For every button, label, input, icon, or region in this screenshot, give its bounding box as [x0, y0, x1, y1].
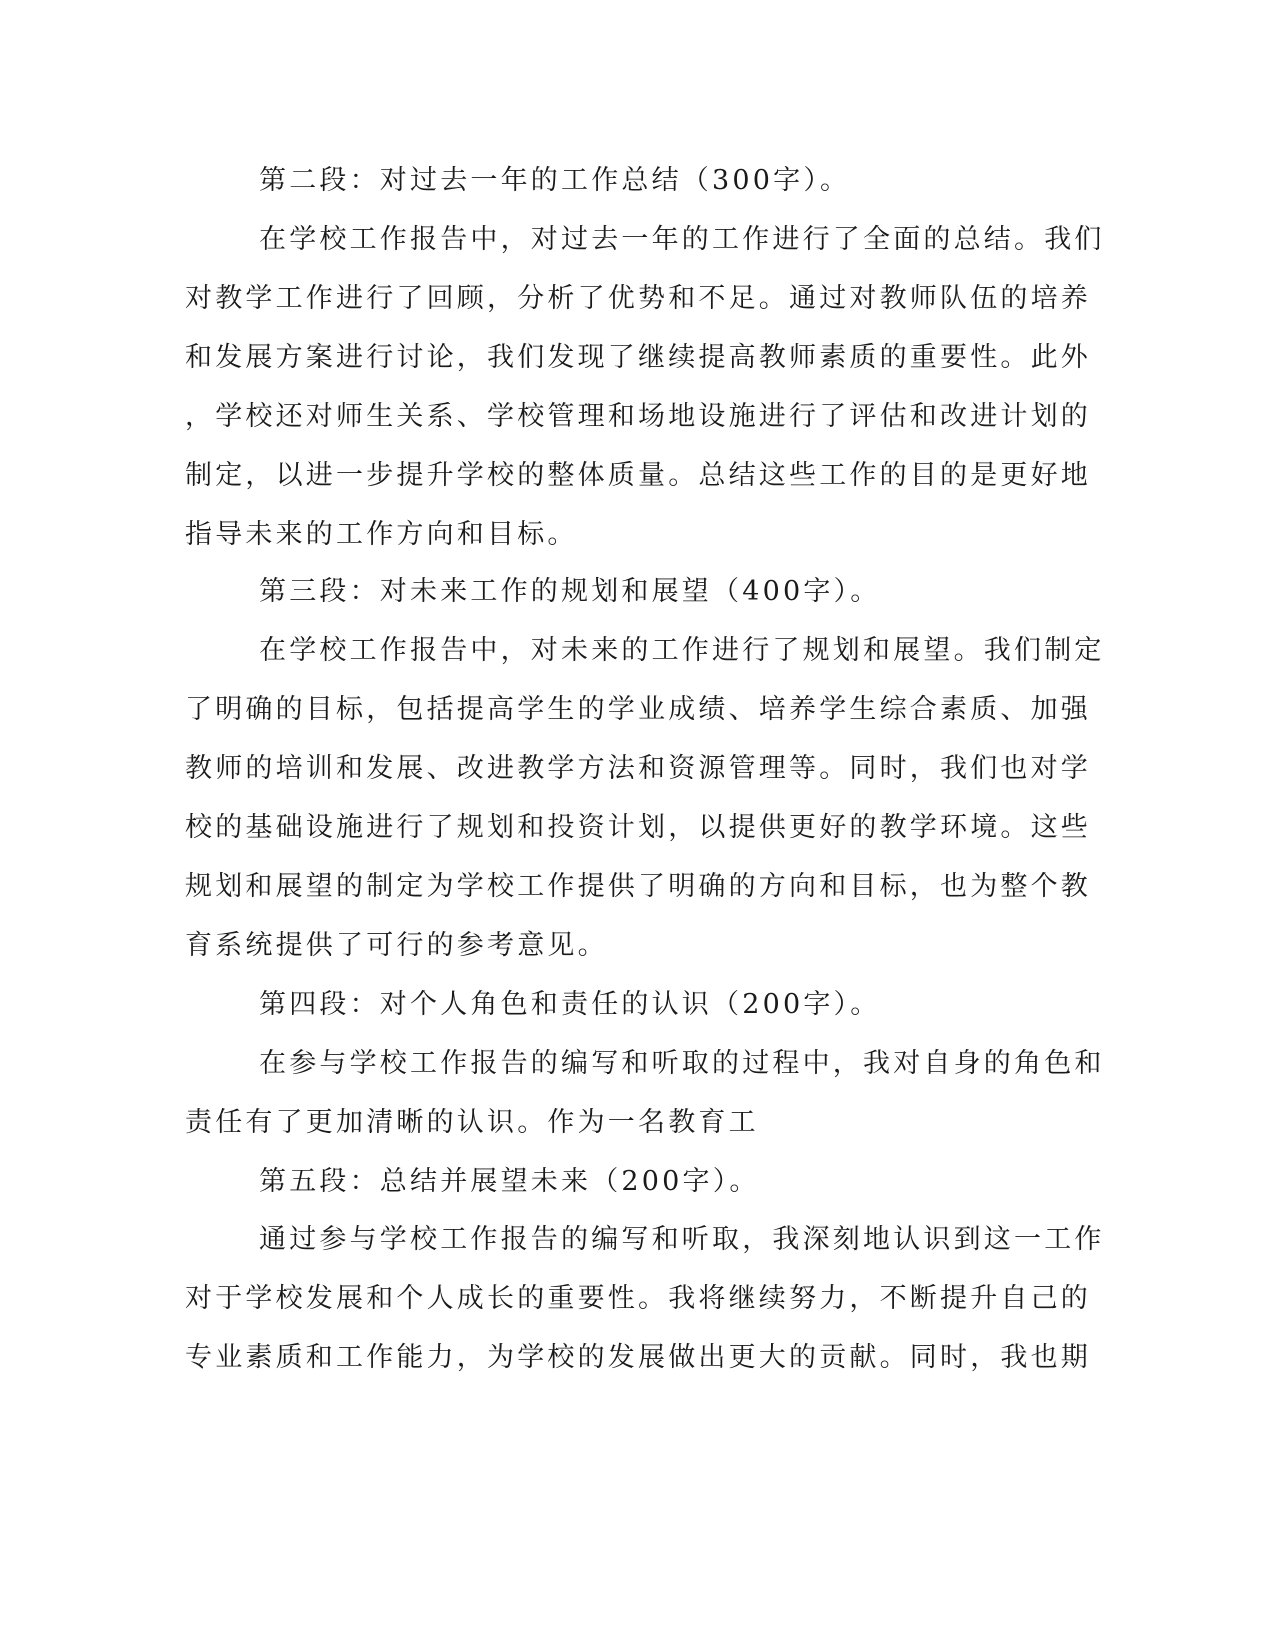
- section-heading-4: 第四段：对个人角色和责任的认识（200字）。: [259, 989, 881, 1020]
- section-heading-2: 第二段：对过去一年的工作总结（300字）。: [259, 165, 851, 196]
- paragraph-line: 在参与学校工作报告的编写和听取的过程中，我对自身的角色和: [259, 1048, 1105, 1079]
- paragraph-line: ，学校还对师生关系、学校管理和场地设施进行了评估和改进计划的: [185, 401, 1091, 432]
- paragraph-line: 教师的培训和发展、改进教学方法和资源管理等。同时，我们也对学: [185, 753, 1091, 784]
- paragraph-line: 在学校工作报告中，对过去一年的工作进行了全面的总结。我们: [259, 224, 1105, 255]
- paragraph-line: 指导未来的工作方向和目标。: [185, 519, 578, 550]
- paragraph-line: 校的基础设施进行了规划和投资计划，以提供更好的教学环境。这些: [185, 812, 1091, 843]
- paragraph-line: 责任有了更加清晰的认识。作为一名教育工: [185, 1107, 759, 1138]
- paragraph-line: 通过参与学校工作报告的编写和听取，我深刻地认识到这一工作: [259, 1224, 1105, 1255]
- paragraph-line: 制定，以进一步提升学校的整体质量。总结这些工作的目的是更好地: [185, 460, 1091, 491]
- paragraph-line: 和发展方案进行讨论，我们发现了继续提高教师素质的重要性。此外: [185, 342, 1091, 373]
- paragraph-line: 规划和展望的制定为学校工作提供了明确的方向和目标，也为整个教: [185, 871, 1091, 902]
- section-heading-5: 第五段：总结并展望未来（200字）。: [259, 1166, 760, 1197]
- section-heading-3: 第三段：对未来工作的规划和展望（400字）。: [259, 576, 881, 607]
- paragraph-line: 育系统提供了可行的参考意见。: [185, 930, 608, 961]
- paragraph-line: 对教学工作进行了回顾，分析了优势和不足。通过对教师队伍的培养: [185, 283, 1091, 314]
- paragraph-line: 对于学校发展和个人成长的重要性。我将继续努力，不断提升自己的: [185, 1283, 1091, 1314]
- paragraph-line: 专业素质和工作能力，为学校的发展做出更大的贡献。同时，我也期: [185, 1342, 1091, 1373]
- paragraph-line: 在学校工作报告中，对未来的工作进行了规划和展望。我们制定: [259, 635, 1105, 666]
- paragraph-line: 了明确的目标，包括提高学生的学业成绩、培养学生综合素质、加强: [185, 694, 1091, 725]
